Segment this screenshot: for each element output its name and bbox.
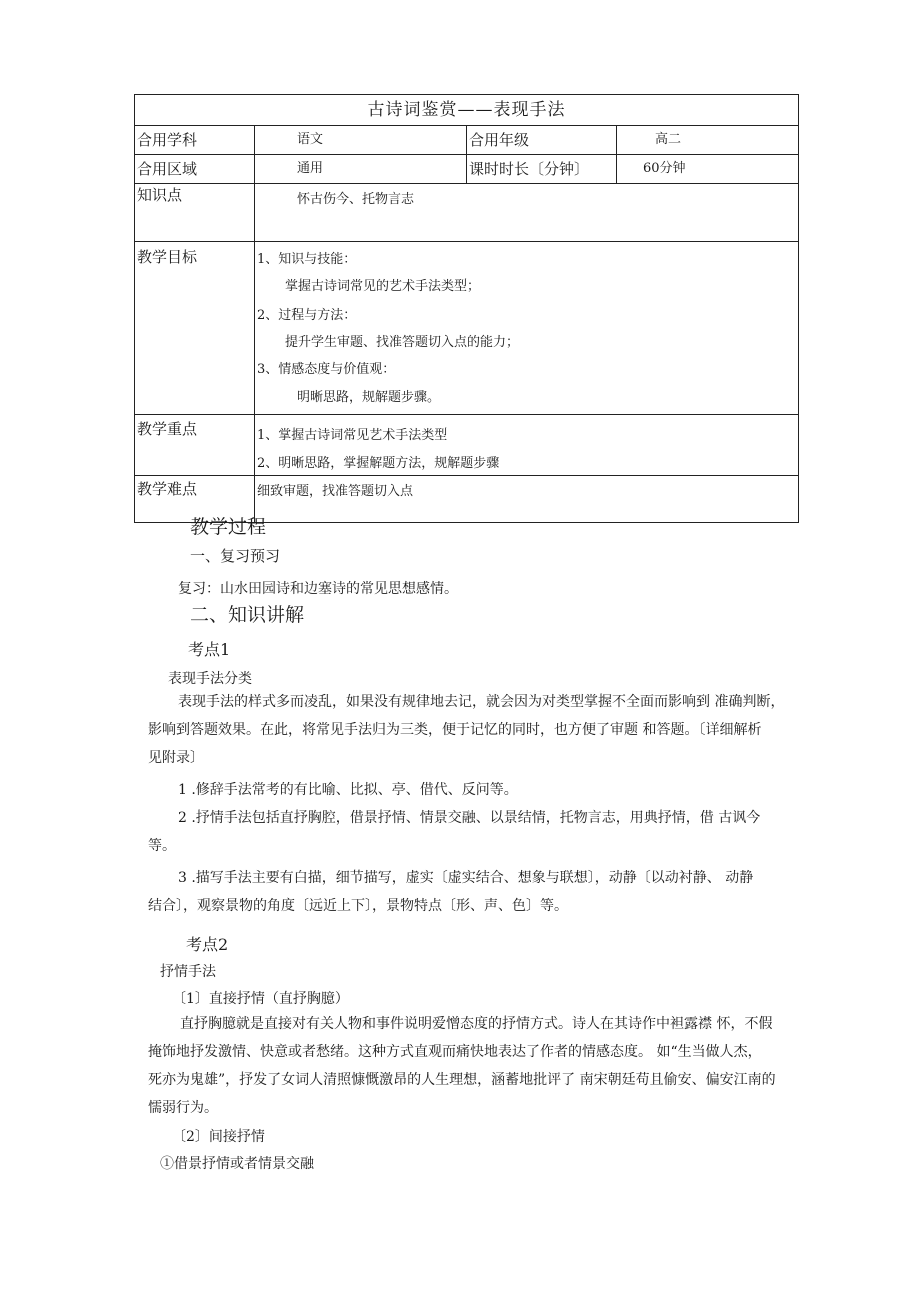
- knowledge-label: 知识点: [135, 184, 255, 242]
- duration-label: 课时时长〔分钟〕: [467, 155, 617, 184]
- paragraph-line: 表现手法的样式多而凌乱，如果没有规律地去记，就会因为对类型掌握不全面而影响到 准确判断，: [178, 694, 785, 710]
- kaodian2-title: 抒情手法: [160, 964, 216, 980]
- grade-label: 合用年级: [467, 126, 617, 155]
- goal-line: 3、情感态度与价值观：: [257, 362, 396, 377]
- list-item: 1 .修辞手法常考的有比喻、比拟、亭、借代、反问等。: [178, 782, 518, 798]
- grade-value: 高二: [617, 126, 799, 155]
- paragraph-line: 直抒胸臆就是直接对有关人物和事件说明爱憎态度的抒情方式。诗人在其诗作中袒露襟 怀，不假: [180, 1016, 773, 1032]
- paragraph-line: 死亦为鬼雄”，抒发了女词人清照慷慨激昂的人生理想，涵蓄地批评了 南宋朝廷苟且偷安、偏安江南的: [148, 1072, 776, 1088]
- paragraph-line: 影响到答题效果。在此，将常见手法归为三类，便于记忆的同时，也方便了审题 和答题。〔详细解析: [148, 722, 762, 738]
- goal-line: 明晰思路，规解题步骤。: [297, 390, 441, 405]
- list-item: 等。: [148, 838, 176, 854]
- goal-line: 提升学生审题、找准答题切入点的能力；: [285, 335, 520, 350]
- knowledge-value: 怀古伤今、托物言志: [255, 184, 799, 242]
- keypoints-cell: [255, 415, 799, 476]
- list-item: 3 .描写手法主要有白描，细节描写，虚实〔虚实结合、想象与联想〕，动静〔以动衬静、 动静: [178, 870, 754, 886]
- difficulty-label: 教学难点: [135, 476, 255, 523]
- keypoint-line: 1、掌握古诗词常见艺术手法类型: [257, 428, 448, 443]
- goal-line: 1、知识与技能：: [257, 252, 357, 267]
- kaodian1-heading: 考点1: [188, 640, 231, 659]
- goals-cell: [255, 242, 799, 415]
- region-label: 合用区域: [135, 155, 255, 184]
- indirect-item: ①借景抒情或者情景交融: [160, 1156, 314, 1172]
- duration-value: 60分钟: [617, 155, 799, 184]
- region-value: 通用: [255, 155, 467, 184]
- keypoints-label: 教学重点: [135, 415, 255, 476]
- section-knowledge-heading: 二、知识讲解: [190, 604, 305, 626]
- difficulty-value: 细致审题，找准答题切入点: [255, 476, 799, 523]
- paragraph-line: 见附录〕: [148, 750, 204, 766]
- goals-label: 教学目标: [135, 242, 255, 415]
- kaodian2-heading: 考点2: [186, 935, 229, 954]
- lesson-plan-table: [134, 94, 799, 523]
- kaodian1-title: 表现手法分类: [168, 671, 252, 687]
- list-item: 2 .抒情手法包括直抒胸腔，借景抒情、情景交融、以景结情，托物言志，用典抒情，借 古讽今: [178, 810, 761, 826]
- process-heading: 教学过程: [190, 516, 267, 538]
- section-review-heading: 一、复习预习: [190, 547, 281, 565]
- subject-label: 合用学科: [135, 126, 255, 155]
- subheading-indirect: 〔2〕间接抒情: [172, 1129, 265, 1145]
- paragraph-line: 懦弱行为。: [148, 1100, 218, 1116]
- review-text: 复习：山水田园诗和边塞诗的常见思想感情。: [178, 581, 458, 597]
- goal-line: 掌握古诗词常见的艺术手法类型；: [285, 279, 481, 294]
- lesson-title: 古诗词鉴赏——表现手法: [135, 95, 799, 126]
- list-item: 结合〕，观察景物的角度〔远近上下〕，景物特点〔形、声、色〕等。: [148, 898, 568, 914]
- subject-value: 语文: [255, 126, 467, 155]
- goal-line: 2、过程与方法：: [257, 308, 357, 323]
- paragraph-line: 掩饰地抒发激情、快意或者愁绪。这种方式直观而痛快地表达了作者的情感态度。 如“生当做人杰，: [148, 1044, 762, 1060]
- keypoint-line: 2、明晰思路，掌握解题方法，规解题步骤: [257, 456, 500, 471]
- subheading-direct: 〔1〕直接抒情（直抒胸臆）: [172, 991, 349, 1007]
